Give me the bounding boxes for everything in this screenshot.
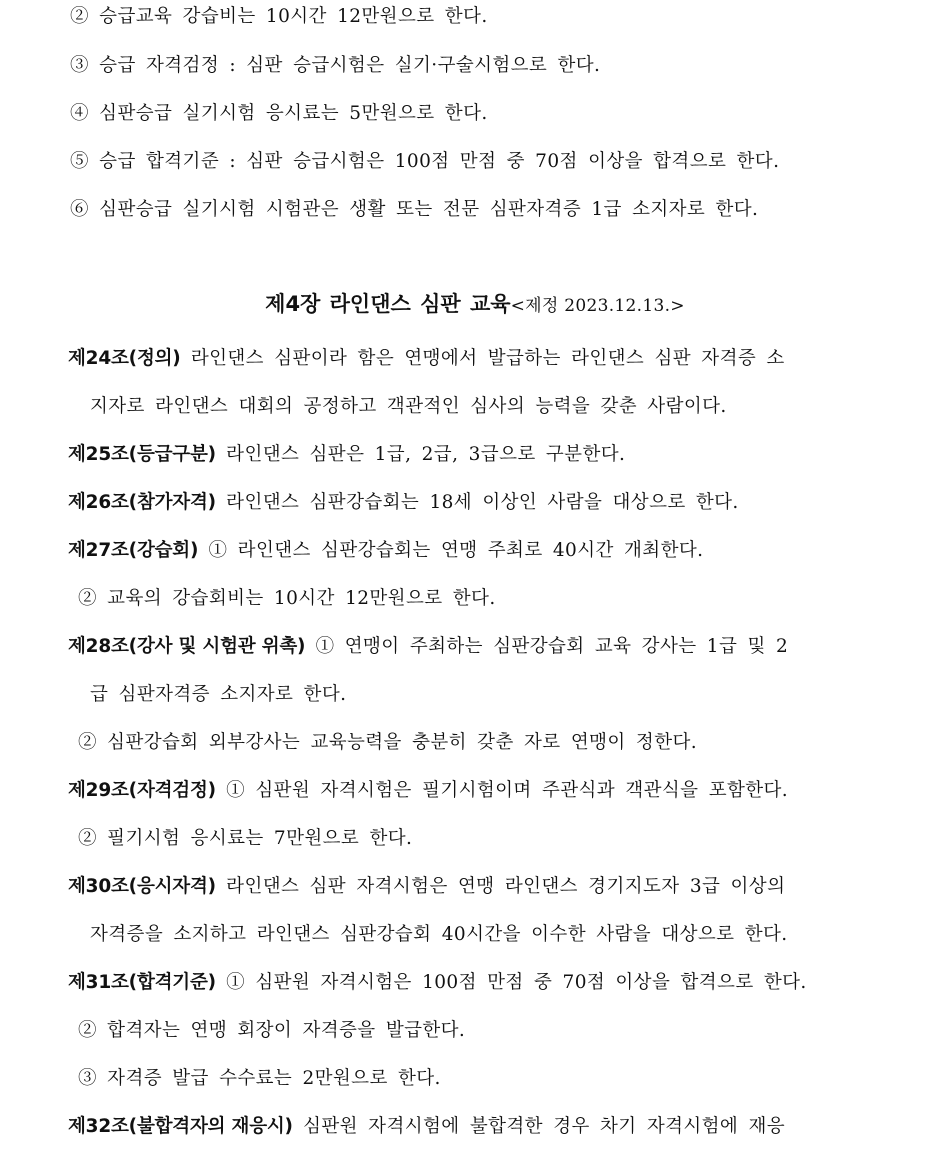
clause-item-4: ④ 심판승급 실기시험 응시료는 5만원으로 한다. bbox=[70, 103, 488, 124]
article-32-heading: 제32조(불합격자의 재응시) bbox=[68, 1116, 293, 1137]
article-26 bbox=[68, 489, 739, 517]
article-29-heading: 제29조(자격검정) bbox=[68, 780, 216, 801]
article-25-heading: 제25조(등급구분) bbox=[68, 444, 216, 465]
chapter-heading bbox=[0, 287, 950, 323]
article-28-heading: 제28조(강사 및 시험관 위촉) bbox=[68, 636, 306, 657]
article-24-heading: 제24조(정의) bbox=[68, 348, 181, 369]
article-26-text: 라인댄스 심판강습회는 18세 이상인 사람을 대상으로 한다. bbox=[215, 492, 739, 513]
article-27-heading: 제27조(강습회) bbox=[68, 540, 199, 561]
article-24 bbox=[68, 345, 785, 373]
chapter-title: 제4장 라인댄스 심판 교육 bbox=[265, 292, 511, 316]
chapter-enactment-note: <제정 2023.12.13.> bbox=[510, 296, 685, 316]
article-31-item-3: ③ 자격증 발급 수수료는 2만원으로 한다. bbox=[78, 1068, 441, 1089]
article-31-heading: 제31조(합격기준) bbox=[68, 972, 216, 993]
article-28 bbox=[68, 633, 788, 661]
article-30-continuation: 자격증을 소지하고 라인댄스 심판강습회 40시간을 이수한 사람을 대상으로 한다. bbox=[90, 924, 788, 945]
article-28-text: ① 연맹이 주최하는 심판강습회 교육 강사는 1급 및 2 bbox=[305, 636, 789, 657]
article-31-item-2: ② 합격자는 연맹 회장이 자격증을 발급한다. bbox=[78, 1020, 466, 1041]
article-25-text: 라인댄스 심판은 1급, 2급, 3급으로 구분한다. bbox=[215, 444, 626, 465]
article-29-text: ① 심판원 자격시험은 필기시험이며 주관식과 객관식을 포함한다. bbox=[215, 780, 789, 801]
article-27 bbox=[68, 537, 703, 565]
article-29 bbox=[68, 777, 788, 805]
article-27-text: ① 라인댄스 심판강습회는 연맹 주최로 40시간 개최한다. bbox=[198, 540, 704, 561]
clause-item-3: ③ 승급 자격검정 : 심판 승급시험은 실기·구술시험으로 한다. bbox=[70, 55, 601, 76]
clause-item-2: ② 승급교육 강습비는 10시간 12만원으로 한다. bbox=[70, 6, 488, 27]
article-32-text: 심판원 자격시험에 불합격한 경우 차기 자격시험에 재응 bbox=[292, 1116, 786, 1137]
article-31 bbox=[68, 969, 807, 997]
article-31-text: ① 심판원 자격시험은 100점 만점 중 70점 이상을 합격으로 한다. bbox=[215, 972, 807, 993]
article-26-heading: 제26조(참가자격) bbox=[68, 492, 216, 513]
article-32 bbox=[68, 1113, 785, 1141]
clause-item-5: ⑤ 승급 합격기준 : 심판 승급시험은 100점 만점 중 70점 이상을 합격으로 한다. bbox=[70, 151, 780, 172]
article-28-continuation: 급 심판자격증 소지자로 한다. bbox=[90, 684, 347, 705]
clause-item-6: ⑥ 심판승급 실기시험 시험관은 생활 또는 전문 심판자격증 1급 소지자로 한다. bbox=[70, 199, 759, 220]
article-30-text: 라인댄스 심판 자격시험은 연맹 라인댄스 경기지도자 3급 이상의 bbox=[215, 876, 786, 897]
article-29-item-2: ② 필기시험 응시료는 7만원으로 한다. bbox=[78, 828, 413, 849]
article-30-heading: 제30조(응시자격) bbox=[68, 876, 216, 897]
article-24-continuation: 지자로 라인댄스 대회의 공정하고 객관적인 심사의 능력을 갖춘 사람이다. bbox=[90, 396, 727, 417]
article-25 bbox=[68, 441, 625, 469]
article-30 bbox=[68, 873, 785, 901]
article-24-text: 라인댄스 심판이라 함은 연맹에서 발급하는 라인댄스 심판 자격증 소 bbox=[180, 348, 785, 369]
article-28-item-2: ② 심판강습회 외부강사는 교육능력을 충분히 갖춘 자로 연맹이 정한다. bbox=[78, 732, 698, 753]
article-27-item-2: ② 교육의 강습회비는 10시간 12만원으로 한다. bbox=[78, 588, 496, 609]
